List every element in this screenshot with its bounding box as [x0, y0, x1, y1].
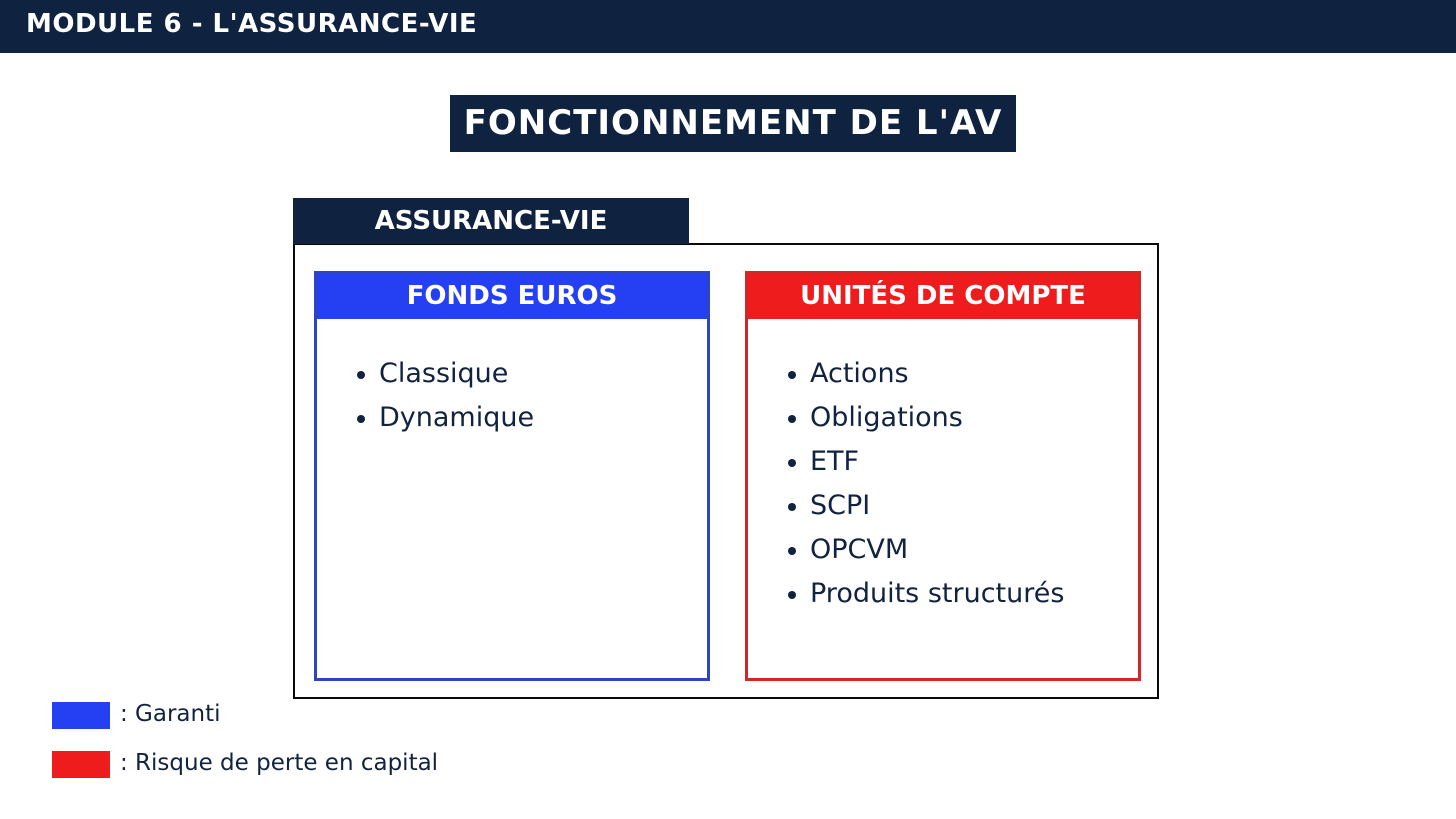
legend-swatch-red [52, 751, 110, 778]
list-item-text: ETF [810, 446, 860, 477]
list-item-text: Dynamique [379, 402, 535, 433]
bullet-dot [788, 591, 796, 599]
list-item [786, 396, 1064, 440]
list-item-text: OPCVM [810, 534, 909, 565]
list-item [786, 440, 1064, 484]
bullet-dot [788, 503, 796, 511]
list-item [355, 396, 534, 440]
bullet-dot [788, 371, 796, 379]
assurance-vie-tab [293, 198, 689, 244]
slide-title: FONCTIONNEMENT DE L'AV [463, 103, 1003, 143]
list-item [355, 352, 534, 396]
bullet-dot [357, 371, 365, 379]
assurance-vie-label: ASSURANCE-VIE [374, 206, 608, 236]
list-item [786, 484, 1064, 528]
unites-de-compte-box [745, 271, 1141, 681]
top-banner [0, 0, 1456, 53]
slide-title-box [450, 95, 1016, 152]
bullet-dot [788, 415, 796, 423]
bullet-dot [788, 547, 796, 555]
list-item-text: Classique [379, 358, 509, 389]
fonds-euros-header: FONDS EUROS [317, 274, 707, 319]
list-item-text: Actions [810, 358, 909, 389]
fonds-euros-list [355, 352, 534, 440]
bullet-dot [357, 415, 365, 423]
list-item-text: SCPI [810, 490, 871, 521]
legend-label-risque: : Risque de perte en capital [120, 750, 439, 776]
list-item-text: Obligations [810, 402, 963, 433]
list-item-text: Produits structurés [810, 578, 1065, 609]
list-item [786, 352, 1064, 396]
legend-label-garanti: : Garanti [120, 701, 221, 727]
bullet-dot [788, 459, 796, 467]
unites-de-compte-list [786, 352, 1064, 616]
module-title: MODULE 6 - L'ASSURANCE-VIE [26, 9, 478, 39]
fonds-euros-box [314, 271, 710, 681]
list-item [786, 528, 1064, 572]
unites-de-compte-header: UNITÉS DE COMPTE [748, 274, 1138, 319]
list-item [786, 572, 1064, 616]
legend-swatch-blue [52, 702, 110, 729]
